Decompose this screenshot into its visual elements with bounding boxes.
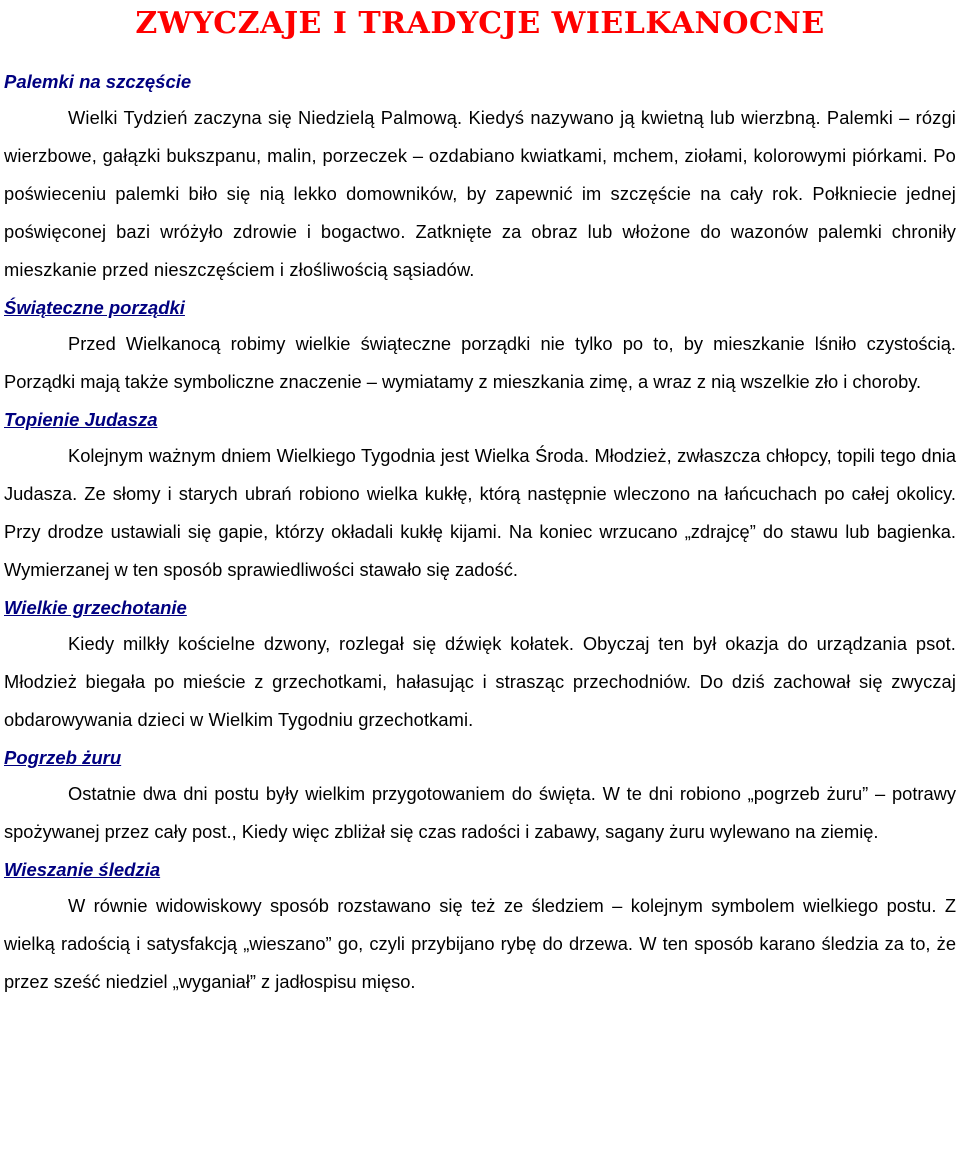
section-heading: Topienie Judasza [4,409,158,430]
section-grzechotanie [4,589,956,739]
section-paragraph: W równie widowiskowy sposób rozstawano się też ze śledziem – kolejnym symbolem wielkiego postu. Z wielką radością i satysfakcją „wieszano” go, czyli przybijano rybę do drzewa. W ten sposób karano śledzia za to, że przez sześć niedziel „wyganiał” z jadłospisu mięso. [4,895,956,992]
section-paragraph: Ostatnie dwa dni postu były wielkim przygotowaniem do święta. W te dni robiono „pogrzeb żuru” – potrawy spożywanej przez cały post., Kiedy więc zbliżał się czas radości i zabawy, sagany żuru wylewano na ziemię. [4,783,956,842]
section-heading: Palemki na szczęście [4,71,192,92]
document-body [4,63,956,1001]
section-wieszanie-sledzia [4,851,956,1001]
section-porzadki [4,289,956,401]
section-heading: Wieszanie śledzia [4,859,161,880]
section-pogrzeb-zuru [4,739,956,851]
page-title: ZWYCZAJE I TRADYCJE WIELKANOCNE [135,6,825,41]
section-heading: Pogrzeb żuru [4,747,122,768]
section-paragraph: Przed Wielkanocą robimy wielkie świąteczne porządki nie tylko po to, by mieszkanie lśniło czystością. Porządki mają także symboliczne znaczenie – wymiatamy z mieszkania zimę, a wraz z nią wszelkie zło i choroby. [4,333,956,392]
section-heading: Wielkie grzechotanie [4,597,187,618]
section-paragraph: Kiedy milkły kościelne dzwony, rozlegał się dźwięk kołatek. Obyczaj ten był okazja do urządzania psot. Młodzież biegała po mieście z grzechotkami, hałasując i strasząc przechodniów. Do dziś zachował się zwyczaj obdarowywania dzieci w Wielkim Tygodniu grzechotkami. [4,633,956,730]
section-paragraph: Wielki Tydzień zaczyna się Niedzielą Palmową. Kiedyś nazywano ją kwietną lub wierzbną. Palemki – rózgi wierzbowe, gałązki bukszpanu, malin, porzeczek – ozdabiano kwiatkami, mchem, ziołami, kolorowymi piórkami. Po poświeceniu palemki biło się nią lekko domowników, by zapewnić im szczęście na cały rok. Połkniecie jednej poświęconej bazi wróżyło zdrowie i bogactwo. Zatknięte za obraz lub włożone do wazonów palemki chroniły mieszkanie przed nieszczęściem i złośliwością sąsiadów. [4,107,956,280]
section-heading: Świąteczne porządki [4,297,185,318]
section-paragraph: Kolejnym ważnym dniem Wielkiego Tygodnia jest Wielka Środa. Młodzież, zwłaszcza chłopcy, topili tego dnia Judasza. Ze słomy i starych ubrań robiono wielka kukłę, którą następnie wleczono na łańcuchach po całej okolicy. Przy drodze ustawiali się gapie, którzy okładali kukłę kijami. Na koniec wrzucano „zdrajcę” do stawu lub bagienka. Wymierzanej w ten sposób sprawiedliwości stawało się zadość. [4,445,956,580]
section-palemki [4,63,956,289]
section-judasz [4,401,956,589]
